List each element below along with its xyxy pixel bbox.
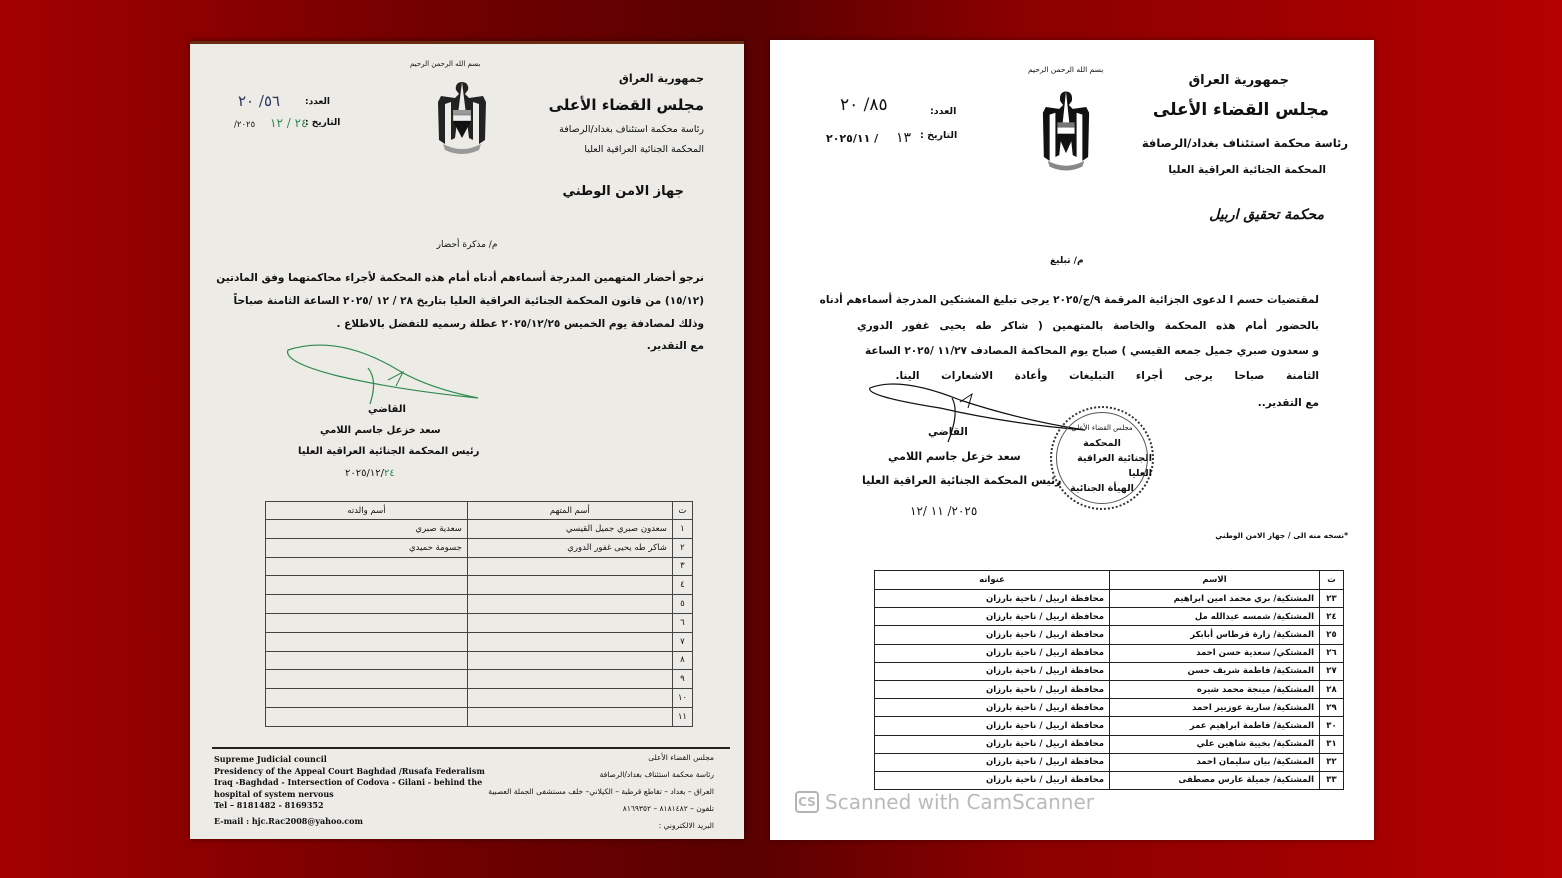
table-row (875, 753, 1344, 771)
judge-signature-icon (278, 340, 488, 410)
table-row (266, 595, 693, 614)
table-header-row (875, 571, 1344, 590)
complainant-address: محافظة اربيل / ناحية بارزان (875, 735, 1110, 753)
row-number: ٢٥ (1320, 626, 1344, 644)
signatory-date (345, 468, 395, 479)
table-row (266, 576, 693, 595)
complainant-address: محافظة اربيل / ناحية بارزان (875, 644, 1110, 662)
footer-en-line: Supreme Judicial council (214, 754, 327, 764)
body-line: الثامنة صباحا يرجى أجراء التبليغات وأعادة الاشعارات الينا. (895, 370, 1319, 382)
recipient: محكمة تحقيق اربيل (1209, 207, 1324, 223)
mother-name (266, 613, 468, 632)
complainant-address: محافظة اربيل / ناحية بارزان (875, 771, 1110, 789)
iraq-eagle-emblem-icon (435, 80, 489, 158)
table-row (266, 707, 693, 726)
col-header-address: عنوانه (875, 571, 1110, 590)
complainant-name: المشتكية/ مينجة محمد شيره (1110, 680, 1320, 698)
accused-name: سعدون صبري جميل القيسي (467, 520, 672, 539)
table-row (875, 662, 1344, 680)
date-year: / ٢٠٢٥/١١ (826, 132, 879, 145)
footer-ar-line: تلفون – ٨١٨١٤٨٢ – ٨١٦٩٣٥٢ (622, 804, 714, 813)
mother-name (266, 557, 468, 576)
footer-ar-line: البريد الالكتروني : (658, 821, 714, 830)
complainant-name: المشتكية/ بري محمد امين ابراهيم (1110, 590, 1320, 608)
header-council: مجلس القضاء الأعلى (548, 96, 704, 114)
signatory-date-handwritten: ٢٤ (383, 468, 395, 479)
complainant-name: المشتكية/ فاطمة ابراهيم عمر (1110, 717, 1320, 735)
header-republic: جمهورية العراق (1188, 73, 1289, 88)
footer-en-line: hospital of system nervous (214, 788, 334, 799)
table-row (875, 717, 1344, 735)
table-row (266, 689, 693, 708)
camscanner-logo-icon: CS (795, 791, 819, 813)
table-row (266, 651, 693, 670)
footer-en-line: Presidency of the Appeal Court Baghdad /Rusafa Federalism (214, 765, 485, 776)
complainant-name: المشتكية/ شمسه عبدالله مل (1110, 608, 1320, 626)
row-number: ٤ (672, 576, 692, 595)
table-row (875, 699, 1344, 717)
complainant-name: المشتكية/ سارية عوزبير احمد (1110, 699, 1320, 717)
header-republic: جمهورية العراق (619, 72, 704, 85)
complainant-name: المشتكية/ بخيية شاهين علي (1110, 735, 1320, 753)
mother-name: سعدية صبري (266, 520, 468, 539)
camscanner-watermark (795, 790, 1094, 814)
row-number: ٢ (672, 538, 692, 557)
table-row (266, 632, 693, 651)
date-label: التاريخ : (305, 118, 341, 128)
col-header-number: ت (672, 502, 692, 520)
row-number: ١١ (672, 707, 692, 726)
signatory-date: ٢٠٢٥/ ١١ /١٢ (910, 504, 978, 518)
table-row (875, 735, 1344, 753)
stamp-line: الجنائية العراقية العليا (1077, 452, 1152, 479)
accused-name (467, 557, 672, 576)
signatory-position: رئيس المحكمة الجنائية العراقية العليا (298, 446, 480, 457)
footer-arabic (488, 749, 714, 834)
table-row (875, 626, 1344, 644)
row-number: ١٠ (672, 689, 692, 708)
accused-name (467, 632, 672, 651)
header-council: مجلس القضاء الأعلى (1152, 100, 1329, 120)
mother-name (266, 689, 468, 708)
complainant-name: المشتكية/ فاطمة شريف حسن (1110, 662, 1320, 680)
signatory-title: القاضي (928, 426, 968, 438)
accused-name (467, 651, 672, 670)
signatory-name: سعد خزعل جاسم اللامي (320, 425, 441, 436)
header-presidency: رئاسة محكمة استئناف بغداد/الرصافة (1141, 136, 1348, 150)
complainant-address: محافظة اربيل / ناحية بارزان (875, 680, 1110, 698)
row-number: ٥ (672, 595, 692, 614)
table-row (266, 520, 693, 539)
table-row (875, 680, 1344, 698)
row-number: ٣٢ (1320, 753, 1344, 771)
closing: مع التقدير.. (1257, 397, 1319, 409)
row-number: ٢٣ (1320, 590, 1344, 608)
col-header-mother-name: أسم والدته (266, 502, 468, 520)
footer-ar-line: رئاسة محكمة استئناف بغداد/الرصافة (599, 770, 714, 779)
complainants-table (874, 570, 1344, 790)
complainant-name: المشتكي/ سعدية حسن احمد (1110, 644, 1320, 662)
complainant-address: محافظة اربيل / ناحية بارزان (875, 699, 1110, 717)
table-row (875, 771, 1344, 789)
accused-name (467, 707, 672, 726)
row-number: ٣٣ (1320, 771, 1344, 789)
header-court: المحكمة الجنائية العراقية العليا (1168, 164, 1326, 176)
body-line: وذلك لمصادفة يوم الخميس ٢٠٢٥/١٢/٢٥ عطلة رسميه للتفضل بالاطلاع . (336, 318, 704, 330)
row-number: ٢٤ (1320, 608, 1344, 626)
col-header-accused-name: أسم المتهم (467, 502, 672, 520)
row-number: ٣١ (1320, 735, 1344, 753)
closing: مع التقدير. (646, 340, 704, 352)
complainant-address: محافظة اربيل / ناحية بارزان (875, 753, 1110, 771)
date-handwritten: ١٣ (896, 130, 912, 146)
row-number: ٢٧ (1320, 662, 1344, 680)
complainant-address: محافظة اربيل / ناحية بارزان (875, 608, 1110, 626)
subject: م/ مذكرة أحضار (436, 240, 498, 250)
mother-name (266, 632, 468, 651)
date-handwritten: ٢٤ / ١٢ (270, 116, 308, 130)
complainant-address: محافظة اربيل / ناحية بارزان (875, 717, 1110, 735)
subject: م/ تبليغ (1050, 256, 1084, 266)
row-number: ٢٦ (1320, 644, 1344, 662)
court-summons-document (190, 41, 744, 839)
complainant-name: المشتكية/ جميلة عارس مصطفى (1110, 771, 1320, 789)
accused-name (467, 670, 672, 689)
court-notification-document (770, 40, 1374, 840)
mother-name (266, 576, 468, 595)
row-number: ٩ (672, 670, 692, 689)
signatory-date-printed: ٢٠٢٥/١٢/ (345, 468, 384, 479)
number-label: العدد: (930, 106, 957, 117)
table-row (875, 590, 1344, 608)
row-number: ١ (672, 520, 692, 539)
stamp-line: المحكمة (1083, 437, 1121, 449)
col-header-name: الاسم (1110, 571, 1320, 590)
mother-name (266, 651, 468, 670)
recipient: جهاز الامن الوطني (562, 184, 684, 199)
row-number: ٦ (672, 613, 692, 632)
court-stamp (1050, 406, 1154, 510)
watermark-text: Scanned with CamScanner (825, 790, 1094, 814)
mother-name: جسومة حميدي (266, 538, 468, 557)
col-header-number: ت (1320, 571, 1344, 590)
accused-name: شاكر طه يحيى غفور الدوري (467, 538, 672, 557)
row-number: ٢٩ (1320, 699, 1344, 717)
mother-name (266, 707, 468, 726)
signatory-name: سعد خزعل جاسم اللامي (888, 450, 1021, 463)
body-line: بالحضور أمام هذه المحكمة والخاصة بالمتهمين ( شاكر طه يحيى غفور الدوري (856, 320, 1319, 332)
stamp-line: الهيأة الجنائية (1070, 482, 1134, 494)
body-line: (١٥/١٢) من قانون المحكمة الجنائية العراقية العليا بتاريخ ٢٨ / ١٢ /٢٠٢٥ الساعة الثامنة صباحاً (233, 295, 704, 307)
row-number: ٧ (672, 632, 692, 651)
table-row (875, 608, 1344, 626)
basmala: بسم الله الرحمن الرحيم (1028, 65, 1104, 74)
row-number: ٣٠ (1320, 717, 1344, 735)
iraq-eagle-emblem-icon (1040, 88, 1092, 176)
signatory-title: القاضي (368, 404, 406, 415)
row-number: ٣ (672, 557, 692, 576)
footer-english (214, 754, 485, 827)
row-number: ٢٨ (1320, 680, 1344, 698)
complainant-address: محافظة اربيل / ناحية بارزان (875, 590, 1110, 608)
basmala: بسم الله الرحمن الرحيم (410, 60, 481, 68)
body-line: لمقتضيات حسم ا لدعوى الجزائية المرقمة ٩/ج/٢٠٢٥ يرجى تبليغ المشتكين المدرجة أسماءهم أدناه (819, 294, 1319, 306)
date-label: التاريخ : (920, 130, 958, 141)
complainant-name: المشتكية/ بيان سليمان احمد (1110, 753, 1320, 771)
stamp-ring-text: مجلس القضاء الأعلى (1071, 423, 1133, 432)
mother-name (266, 595, 468, 614)
accused-name (467, 613, 672, 632)
accused-table (265, 501, 693, 727)
accused-name (467, 595, 672, 614)
table-row (266, 557, 693, 576)
table-header-row (266, 502, 693, 520)
footer-en-line: Iraq -Baghdad - Intersection of Codova - Gilani - behind the (214, 777, 483, 787)
signatory-position: رئيس المحكمة الجنائية العراقية العليا (862, 474, 1062, 487)
row-number: ٨ (672, 651, 692, 670)
mother-name (266, 670, 468, 689)
footer-en-line: Tel – 8181482 - 8169352 (214, 800, 324, 810)
table-row (875, 644, 1344, 662)
header-court: المحكمة الجنائية العراقية العليا (584, 144, 704, 155)
copy-to: *نسخه منه الى / جهاز الامن الوطني (1215, 531, 1348, 540)
table-row (266, 538, 693, 557)
complainant-name: المشتكية/ زارة قرطاس أبابكر (1110, 626, 1320, 644)
footer-email: E-mail : hjc.Rac2008@yahoo.com (214, 815, 363, 826)
body-line: نرجو أحضار المتهمين المدرجة أسماءهم أدناه أمام هذه المحكمة لأجراء محاكمتهما وفق المادتين (216, 272, 704, 284)
footer-ar-line: العراق – بغداد – تقاطع قرطبة – الكيلاني– خلف مستشفى الجملة العصبية (488, 787, 714, 796)
table-row (266, 670, 693, 689)
number-value: ٨٥/ ٢٠ (840, 95, 888, 115)
header-presidency: رئاسة محكمة استئناف بغداد/الرصافة (559, 124, 704, 135)
footer-ar-line: مجلس القضاء الأعلى (648, 753, 714, 762)
accused-name (467, 689, 672, 708)
complainant-address: محافظة اربيل / ناحية بارزان (875, 626, 1110, 644)
date-year: ٢٠٢٥/ (234, 120, 256, 130)
number-label: العدد: (305, 97, 330, 107)
body-line: و سعدون صبري جميل جمعه القيسي ) صباح يوم المحاكمة المصادف ١١/٢٧ /٢٠٢٥ الساعة (864, 345, 1319, 357)
number-value: ٥٦/ ٢٠ (238, 92, 281, 110)
complainant-address: محافظة اربيل / ناحية بارزان (875, 662, 1110, 680)
accused-name (467, 576, 672, 595)
table-row (266, 613, 693, 632)
